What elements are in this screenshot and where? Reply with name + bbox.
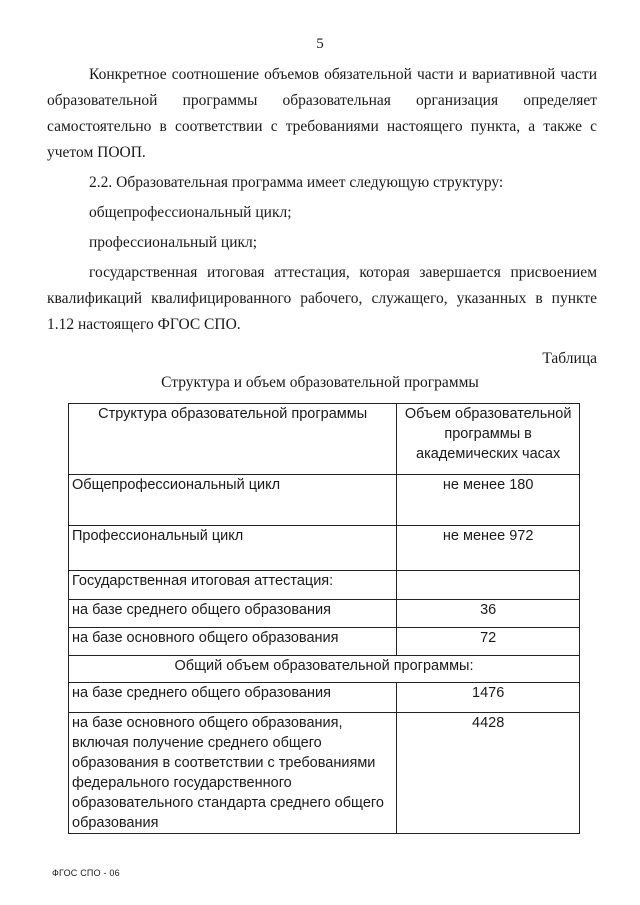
row-label: Профессиональный цикл [69,526,397,571]
table-row [69,600,580,628]
row-value: не менее 180 [397,475,580,526]
row-label: Общепрофессиональный цикл [69,475,397,526]
table-row [69,628,580,656]
row-value: 72 [397,628,580,656]
table-row-total-heading [69,656,580,683]
row-value: 1476 [397,683,580,713]
row-label: на базе среднего общего образования [69,600,397,628]
row-value: 36 [397,600,580,628]
table-caption: Таблица [542,350,597,367]
table-header-row [69,404,580,475]
row-label: Государственная итоговая аттестация: [69,571,397,600]
table-row [69,683,580,713]
row-value: 4428 [397,713,580,834]
row-label: на базе основного общего образования [69,628,397,656]
table-title: Структура и объем образовательной программы [161,374,479,391]
list-item-general-cycle: общепрофессиональный цикл; [89,204,292,221]
document-footer: ФГОС СПО - 06 [52,868,120,878]
row-value: не менее 972 [397,526,580,571]
document-body [47,62,597,338]
list-item-professional-cycle: профессиональный цикл; [89,234,258,251]
row-label: на базе среднего общего образования [69,683,397,713]
row-label: Общий объем образовательной программы: [69,656,580,683]
row-value [397,571,580,600]
table-row [69,571,580,600]
table-row [69,526,580,571]
paragraph-structure: 2.2. Образовательная программа имеет следующую структуру: [89,174,504,191]
header-structure: Структура образовательной программы [69,404,397,475]
list-item-attestation: государственная итоговая аттестация, которая завершается присвоением квалификаций квалифицированного рабочего, служащего, указанных в пункте 1.12 настоящего ФГОС СПО. [47,264,597,333]
table-row [69,713,580,834]
row-label: на базе основного общего образования, включая получение среднего общего образования в соответствии с требованиями федерального государственного образовательного стандарта среднего общего образования [69,713,397,834]
table-row [69,475,580,526]
program-structure-table [68,403,580,834]
paragraph-ratio: Конкретное соотношение объемов обязательной части и вариативной части образовательной программы образовательная организация определяет самостоятельно в соответствии с требованиями настоящего пункта, а также с учетом ПООП. [47,66,597,161]
page-number: 5 [316,36,324,52]
header-volume: Объем образовательной программы в академических часах [397,404,580,475]
